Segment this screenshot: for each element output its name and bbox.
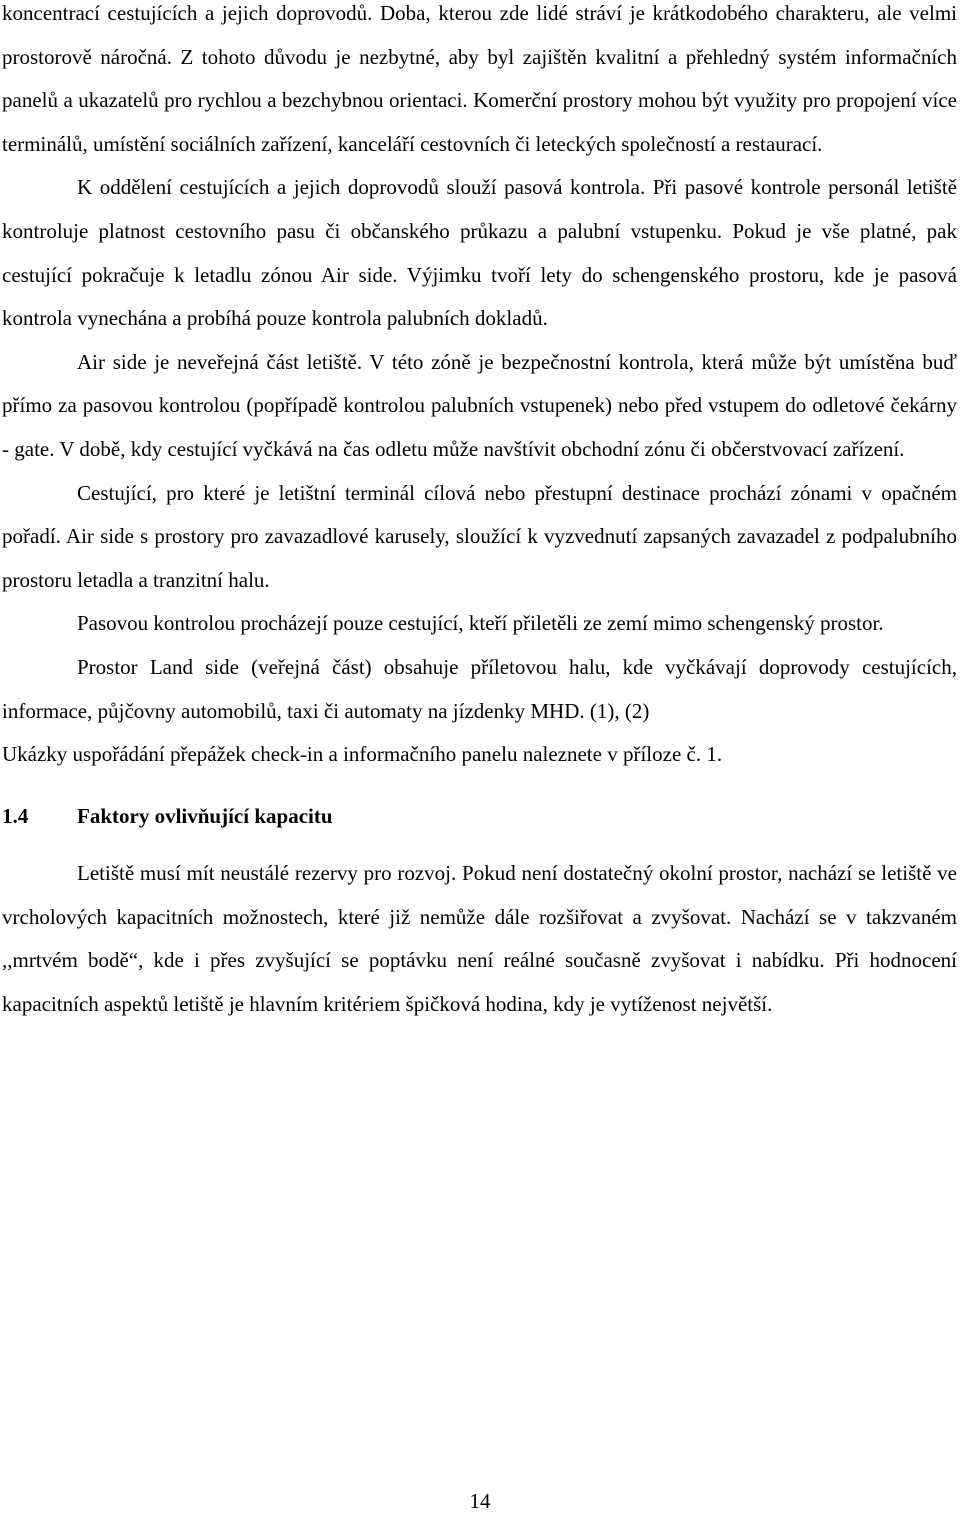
section-title: Faktory ovlivňující kapacitu (77, 803, 333, 828)
paragraph-land-side: Prostor Land side (veřejná část) obsahuje příletovou halu, kde vyčkávají doprovody cestujících, informace, půjčovny automobilů, taxi či automaty na jízdenky MHD. (1), (2) (2, 654, 957, 723)
appendix-note: Ukázky uspořádání přepážek check-in a informačního panelu naleznete v příloze č. 1. (2, 742, 723, 767)
section-number: 1.4 (2, 803, 29, 828)
paragraph-arriving-passengers: Cestující, pro které je letištní terminál cílová nebo přestupní destinace prochází zónami v opačném pořadí. Air side s prostory pro zavazadlové karusely, sloužící k vyzvednutí zapsaných zavazadel z podpalubního prostoru letadla a tranzitní halu. (2, 480, 957, 592)
paragraph-passport-control: K oddělení cestujících a jejich doprovodů slouží pasová kontrola. Při pasové kontrole personál letiště kontroluje platnost cestovního pasu či občanského průkazu a palubní vstupenku. Pokud je vše platné, pak cestující pokračuje k letadlu zónou Air side. Výjimku tvoří lety do schengenského prostoru, kde je pasová kontrola vynechána a probíhá pouze kontrola palubních dokladů. (2, 175, 957, 331)
page-body (2, 0, 957, 1027)
paragraph-air-side: Air side je neveřejná část letiště. V této zóně je bezpečnostní kontrola, která může být umístěna buď přímo za pasovou kontrolou (popřípadě kontrolou palubních vstupenek) nebo před vstupem do odletové čekárny - gate. V době, kdy cestující vyčkává na čas odletu může navštívit obchodní zónu či občerstvovací zařízení. (2, 349, 957, 461)
page-number: 14 (469, 1489, 491, 1513)
section-heading (2, 795, 957, 839)
paragraph-capacity: Letiště musí mít neustálé rezervy pro rozvoj. Pokud není dostatečný okolní prostor, nachází se letiště ve vrcholových kapacitních možnostech, které již nemůže dále rozšiřovat a zvyšovat. Nachází se v takzvaném ,,mrtvém bodě“, kde i přes zvyšující se poptávku není reálné současně zvyšovat i nabídku. Při hodnocení kapacitních aspektů letiště je hlavním kritériem špičková hodina, kdy je vytíženost největší. (2, 861, 957, 1017)
paragraph-terminal-zones: koncentrací cestujících a jejich doprovodů. Doba, kterou zde lidé stráví je krátkodobého charakteru, ale velmi prostorově náročná. Z tohoto důvodu je nezbytné, aby byl zajištěn kvalitní a přehledný systém informačních panelů a ukazatelů pro rychlou a bezchybnou orientaci. Komerční prostory mohou být využity pro propojení více terminálů, umístění sociálních zařízení, kanceláří cestovních či leteckých společností a restaurací. (2, 1, 957, 156)
paragraph-non-schengen: Pasovou kontrolou procházejí pouze cestující, kteří přiletěli ze zemí mimo schengenský prostor. (77, 611, 884, 636)
